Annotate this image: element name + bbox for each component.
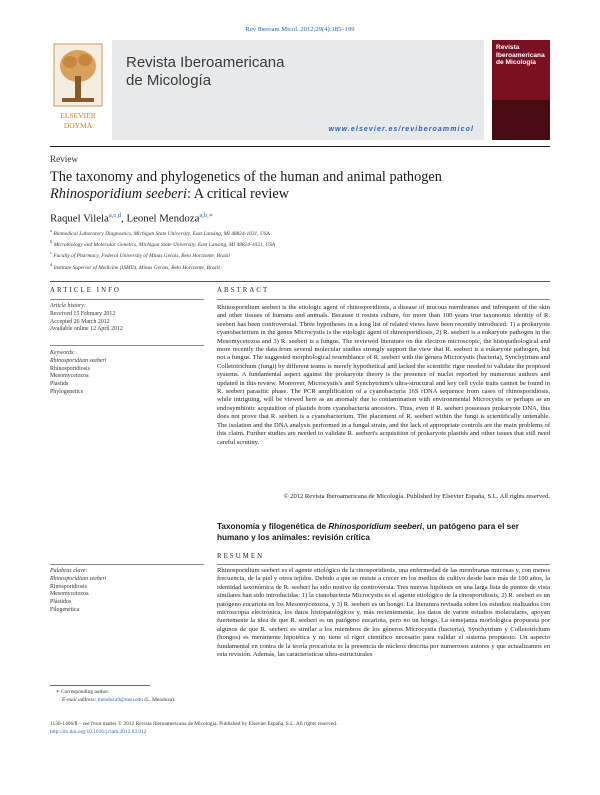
palabras-label: Palabras clave: <box>50 568 88 574</box>
journal-url-link[interactable]: www.elsevier.es/reviberoammicol <box>328 126 474 133</box>
article-history <box>50 303 204 334</box>
cover-line3: de Micología <box>496 59 536 67</box>
keyword: Plástidos <box>50 599 72 606</box>
footer <box>50 720 550 737</box>
abstract-body: Rhinosporidium seeberi is the etiologic agent of rhinosporidiosis, a disease of mucous membranes and infrequent of the skin and other tissues of humans and animals. Because it resists culture, for more than 100 years true taxonomic identity of R. seeberi has been controversial. Three hypotheses in a long list of related views have been recently introduced: 1) a prokaryote cyanobacterium in the genus Microcystis is the etiologic agent of rhinosporidiosis, 2) R. seeberi is a eukaryote pathogen in the Mesomycetozoa and 3) R. seeberi is a fungus. The reviewed literature on the electron microscopic, the histopathological and more recently the data from several molecular studies strongly support the view that R. seeberi is a eukaryote pathogen, but not a fungus. The suggested morphological resemblance of R. seeberi with the genera Microcystis (bacteria), Synchytrium and Colletotrichum (fungi) by different teams is merely hypothetical and lacked the scientific rigor needed to validate the proposed systems. A fundamental aspect against the prokaryote theory is the presence of nuclei reported by numerous authors and updated in this review. Moreover, Microcystis's and Synchytrium's ultra-structural and key cell cycle traits cannot be found in R. seeberi parasitic phase. The PCR amplification of a cyanobacteria 16S rDNA sequence from cases of rhinosporidiosis, while intriguing, will be viewed here as an anomaly due to contamination with environmental Microcystis or perhaps as an endosymbiotic acquisition of plastids from cyanobacteria ancestors. Thus, even if R. seeberi possesses prokaryote DNA, this does not prove that R. seeberi is a cyanobacterium. The placement of R. seeberi within the fungi is scientifically untenable. The isolation and the DNA analysis performed in a fungal strain, and the lack of appropriate controls are the main problems of this claim. Further studies are needed to validate R. seeberi's acquisition of prokaryote plastids and other issues that still need careful scrutiny. <box>217 304 550 446</box>
spanish-title-post: , un patógeno para el ser humano y los animales: revisión crítica <box>217 522 519 542</box>
keyword: Rhinosporidium seeberi <box>50 357 107 364</box>
cover-line1: Revista <box>496 44 520 51</box>
author-name[interactable]: Raquel Vilela <box>50 212 109 225</box>
affiliation-text: Biomedical Laboratory Diagnostics, Michigan State University, East Lansing, MI 48824-1031, USA <box>53 230 270 237</box>
keyword: Rhinosporidiosis <box>50 365 90 372</box>
tree-logo-icon <box>50 40 106 140</box>
palabras-divider <box>50 564 204 565</box>
journal-title-line1: Revista Iberoamericana <box>126 54 285 71</box>
resumen-heading: RESUMEN <box>217 553 265 560</box>
email-suffix: (L. Mendoza). <box>144 697 176 703</box>
keyword: Filogenética <box>50 606 80 613</box>
affiliation <box>50 261 550 272</box>
author-separator: , <box>121 212 127 225</box>
abstract-heading: ABSTRACT <box>217 287 270 294</box>
affiliation-label: c <box>50 250 52 256</box>
article-title-rest: : A critical review <box>187 186 290 202</box>
spanish-title <box>217 521 550 543</box>
keyword: Plastids <box>50 381 69 388</box>
journal-title-panel <box>112 40 484 140</box>
keywords-label: Keywords: <box>50 350 76 356</box>
article-info-heading: ARTICLE INFO <box>50 287 122 294</box>
article-title <box>50 169 550 203</box>
email-link[interactable]: mendoza9@msu.edu <box>97 697 143 703</box>
article-info-divider <box>50 299 204 300</box>
section-divider <box>50 281 550 282</box>
article-type: Review <box>50 154 79 164</box>
author-list <box>50 211 213 225</box>
journal-citation[interactable]: Rev Iberoam Micol. 2012;29(4):185–199 <box>245 26 355 33</box>
spanish-title-species: Rhinosporidium seeberi <box>328 522 423 531</box>
abstract-copyright: © 2012 Revista Iberoamericana de Micología. Published by Elsevier España, S.L. All rights reserved. <box>283 493 550 500</box>
article-title-species: Rhinosporidium seeberi <box>50 186 188 202</box>
resumen-body: Rhinosporidium seeberi es el agente etiológico de la rinosporidiosis, una enfermedad de las membranas mucosas y, con menos frecuencia, de la piel y otros tejidos. Debido a que se resiste a crecer en los medios de cultivo desde hace más de 100 años, la identidad taxonómica de R. seeberi ha sido motivo de controversia. Tres nuevas hipótesis en una larga lista de puntos de vista similares han sido introducidas: 1) la cianobacteria Microcystis es el agente etiológico de la rinosporidiosis, 2) R. seeberi es un patógeno eucariota en los Mesomycetozoa, y 3) R. seeberi es un hongo. La literatura revisada sobre los estudios realizados con microscopía electrónica, los datos histopatológicos y, más recientemente, los datos de varios estudios moleculares, apoyan fuertemente la idea de que R. seeberi es un patógeno eucariota, pero no un hongo. La semejanza morfológica propuesta por algunos de que R. seeberi es similar a los miembros de los géneros Microcystis (bacteria), Synchytrium y Colletotrichum (hongos) es meramente hipotética y no tiene el rigor científico necesario para validar el sistema propuesto. Un aspecto fundamental en contra de la teoría procariota es la presencia de núcleos descrita por numerosos autores y que actualizamos en esta revisión. Además, las características ultra-estructurales <box>217 567 550 659</box>
online-date: Available online 12 April 2012 <box>50 326 123 333</box>
journal-header <box>50 40 550 140</box>
affiliation <box>50 238 550 249</box>
affiliation-list <box>50 227 550 272</box>
header-divider <box>50 146 550 147</box>
journal-cover[interactable] <box>492 40 550 140</box>
journal-title-line2: de Micología <box>126 72 212 89</box>
affiliation-label: b <box>50 239 53 245</box>
keyword: Rinosporidiosis <box>50 583 87 590</box>
author-name[interactable]: Leonel Mendoza <box>126 212 200 225</box>
publisher-name: ELSEVIER <box>60 111 96 120</box>
abstract-divider <box>217 299 550 300</box>
affiliation-label: d <box>50 261 53 267</box>
keyword: Phylogenetics <box>50 388 84 395</box>
affiliation <box>50 227 550 238</box>
publisher-division: DOYMA <box>63 121 93 130</box>
resumen-divider <box>217 564 550 565</box>
spanish-keyword-list <box>50 568 204 615</box>
affiliation <box>50 249 550 260</box>
email-label: E-mail address: <box>62 697 97 703</box>
cover-title <box>496 44 545 67</box>
keyword: Rhinosporidium seeberi <box>50 575 107 582</box>
footnote-divider <box>50 685 150 686</box>
cover-image <box>492 100 550 140</box>
author-affil-ref[interactable]: a,c,d <box>108 212 122 219</box>
article-title-line2 <box>50 186 550 203</box>
accepted-date: Accepted 26 March 2012 <box>50 318 110 325</box>
corresponding-label: ∗ Corresponding author. <box>56 689 110 695</box>
cover-line2: Iberoamericana <box>496 51 545 59</box>
keyword: Mesomycetozoa <box>50 591 89 598</box>
author-affil-ref[interactable]: a,b,∗ <box>199 212 214 219</box>
affiliation-text: Microbiology and Molecular Genetics, Michigan State University, East Lansing, MI 48824-1031, USA <box>53 242 276 248</box>
elsevier-logo[interactable] <box>50 40 106 140</box>
affiliation-text: Faculty of Pharmacy, Federal University of Minas Gerais, Belo Horizonte, Brazil <box>53 253 230 260</box>
doi-link[interactable]: http://dx.doi.org/10.1016/j.riam.2012.03.012 <box>50 729 147 736</box>
corresponding-author-note <box>56 688 356 704</box>
history-label: Article history: <box>50 303 86 309</box>
keyword: Mesomycetozoa <box>50 373 89 380</box>
keyword-list <box>50 350 204 397</box>
received-date: Received 15 February 2012 <box>50 310 116 317</box>
article-title-line1: The taxonomy and phylogenetics of the human and animal pathogen <box>50 169 442 185</box>
affiliation-text: Institute Superior of Medicine (ISMD), Minas Gerais, Belo Horizonte, Brazil <box>53 264 220 271</box>
issn-line: 1130-1406/$ – see front matter © 2012 Revista Iberoamericana de Micología. Published by Elsevier España, S.L. All rights reserved. <box>50 721 338 727</box>
journal-title <box>126 54 284 90</box>
spanish-title-pre: Taxonomía y filogenética de <box>217 522 329 531</box>
keywords-divider <box>50 345 204 346</box>
affiliation-label: a <box>50 228 52 233</box>
